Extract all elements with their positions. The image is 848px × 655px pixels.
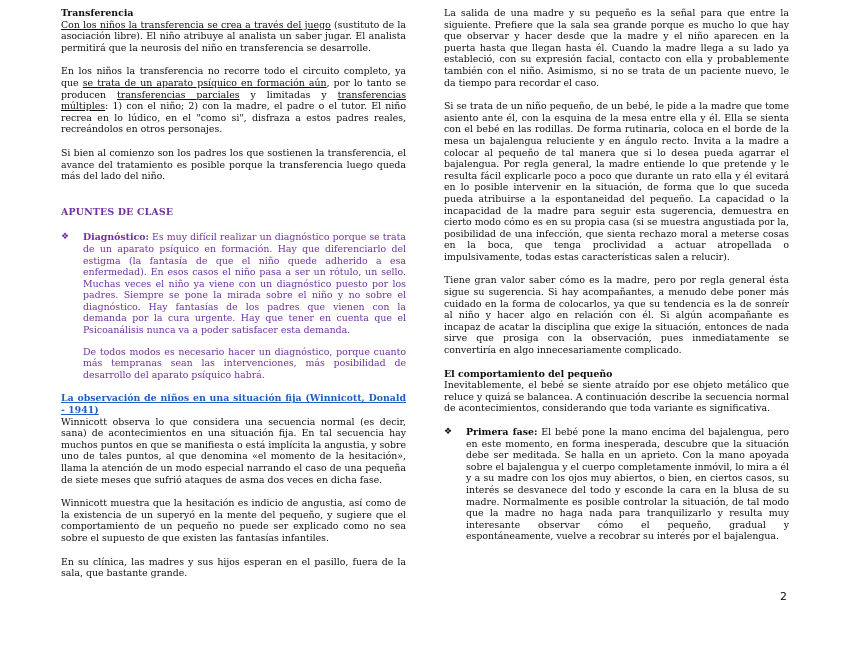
primera-fase-label: Primera fase:	[466, 427, 538, 438]
primera-fase-bullet	[444, 427, 789, 543]
diagnostico-paragraph-2: De todos modos es necesario hacer un diagnóstico, porque cuanto más tempranas sean las intervenciones, más posibilidad de desarrollo del aparato psíquico habrá.	[83, 346, 406, 381]
paragraph-transferencia-1	[61, 20, 406, 55]
left-column	[61, 8, 406, 592]
text: y limitadas y	[239, 89, 338, 101]
text: El bebé pone la mano encima del bajalengua, pero en este momento, en forma inesperada, descubre que la situación debe ser meditada. Se halla en un aprieto. Con la mano apoyada sobre el bajalengua y el cuerpo completamente inmóvil, lo mira a él y a su madre con los ojos muy abiertos, o bien, en ciertos casos, su interés se desvanece del todo y esconde la cara en la blusa de su madre. Normalmente es posible controlar la situación, de tal modo que la madre no haga nada para tranquilizarlo y resulta muy interesante observar cómo el pequeño, gradual y espontáneamente, vuelve a recobrar su interés por el bajalengua.	[466, 427, 789, 543]
paragraph-salida: La salida de una madre y su pequeño es la señal para que entre la siguiente. Prefiere que la sala sea grande porque es mucho lo que hay que observar y hacer desde que la madre y el niño aparecen en la puerta hasta que llegan hasta él. Cuando la madre llega a su lado ya estableció, con su expresión facial, contacto con ella y probablemente también con el niño. Asimismo, si no se trata de un paciente nuevo, le da tiempo para recordar el caso.	[444, 8, 789, 89]
diagnostico-bullet	[61, 232, 406, 336]
right-column	[444, 8, 789, 553]
paragraph-transferencia-3: Si bien al comienzo son los padres los que sostienen la transferencia, el avance del tratamiento es posible porque la transferencia luego queda más del lado del niño.	[61, 147, 406, 183]
diagnostico-label: Diagnóstico:	[83, 232, 149, 244]
text: En los niños la transferencia no recorre todo el circuito completo, ya que	[61, 66, 406, 89]
paragraph-bebe: Si se trata de un niño pequeño, de un bebé, le pide a la madre que tome asiento ante él, con la esquina de la mesa entre ella y él. Ella se sienta con el bebé en las rodillas. De forma rutinaria, coloca en el borde de la mesa un bajalengua reluciente y en ángulo recto. Invita a la madre a colocar al pequeño de tal manera que si lo desea pueda agarrar el bajalengua. Por regla general, la madre entiende lo que pretende y le resulta fácil explicarle poco a poco que durante un rato ella y él evitará en lo posible intervenir en la situación, de forma que lo que suceda pueda atribuirse a la espontaneidad del pequeño. La capacidad o la incapacidad de la madre para seguir esta sugerencia, demuestra en cierto modo cómo es en su propia casa (si se muestra angustiada por la, posibilidad de una infección, que sienta rechazo moral a meterse cosas en la boca, que tenga proclividad a actuar atropellada o impulsivamente, todas estas características salen a relucir).	[444, 101, 789, 263]
observacion-heading-link[interactable]: La observación de niños en una situación fija (Winnicott, Donald - 1941)	[61, 393, 406, 417]
paragraph-winnicott-2: Winnicott muestra que la hesitación es indicio de angustia, así como de la existencia de un superyó en la mente del pequeño, y sugiere que el comportamiento de un pequeño no puede ser explicado como no sea sobre el supuesto de que existen las fantasías infantiles.	[61, 498, 406, 544]
paragraph-winnicott-1: Winnicott observa lo que considera una secuencia normal (es decir, sana) de acontecimientos en una situación fija. En tal secuencia hay muchos puntos en que se manifiesta o está implícita la angustia, y sobre uno de tales puntos, al que denomina «el momento de la hesitación», llama la atención de un modo especial narrando el caso de una pequeña de siete meses que sufrió ataques de asma dos veces en dicha fase.	[61, 416, 406, 486]
paragraph-clinica: En su clínica, las madres y sus hijos esperan en el pasillo, fuera de la sala, que bastante grande.	[61, 556, 406, 580]
text: (sustituto de la asociación libre). El niño atribuye al analista un saber jugar. El analista permitirá que la neurosis del niño en transferencia se desarrolle.	[61, 19, 406, 54]
comportamiento-heading: El comportamiento del pequeño	[444, 368, 613, 380]
diagnostico-text	[83, 232, 406, 336]
diamond-bullet-icon: ❖	[61, 232, 70, 243]
paragraph-transferencia-2	[61, 66, 406, 136]
text: Es muy difícil realizar un diagnóstico porque se trata de un aparato psíquico en formación. Hay que diferenciarlo del estigma (la fantasía de que el niño quede adherido a esa enfermedad). En esos casos el niño pasa a ser un rótulo, un sello. Muchas veces el niño ya viene con un diagnóstico puesto por los padres. Siempre se pone la mirada sobre el niño y no sobre el diagnóstico. Hay fantasías de los padres que vienen con la demanda por la cura urgente. Hay que tener en cuenta que el Psicoanálisis nunca va a poder satisfacer esta demanda.	[83, 232, 406, 337]
underlined-text: Con los niños la transferencia se crea a través del juego	[61, 19, 331, 31]
transferencia-heading: Transferencia	[61, 8, 134, 19]
text: : 1) con el niño; 2) con la madre, el padre o el tutor. El niño recrea en lo lúdico, en el "como si", disfraza a estos padres reales, recreándolos en otros personajes.	[61, 101, 406, 136]
paragraph-comportamiento: Inevitablemente, el bebé se siente atraído por ese objeto metálico que reluce y quizá se balancea. A continuación describe la secuencia normal de acontecimientos, considerando que toda variante es significativa.	[444, 380, 789, 415]
underlined-text: transferencias múltiples	[61, 89, 407, 113]
underlined-text: transferencias parciales	[116, 89, 240, 101]
apuntes-heading: APUNTES DE CLASE	[61, 206, 174, 218]
underlined-text: se trata de un aparato psíquico en formación aún	[82, 77, 327, 89]
primera-fase-text	[466, 427, 789, 543]
paragraph-madre: Tiene gran valor saber cómo es la madre, pero por regla general ésta sigue su sugerencia. Si hay acompañantes, a menudo debe poner más cuidado en la forma de colocarlos, ya que su tendencia es la de sonreír al niño y hacer algo en relación con él. Si algún acompañante es incapaz de acatar la disciplina que exige la situación, entonces de nada sirve que prosiga con la observación, pues inmediatamente se convertiría en algo innecesariamente complicado.	[444, 275, 789, 357]
page-number: 2	[780, 590, 787, 603]
diamond-bullet-icon: ❖	[444, 427, 453, 437]
text: , por lo tanto se producen	[61, 77, 406, 101]
